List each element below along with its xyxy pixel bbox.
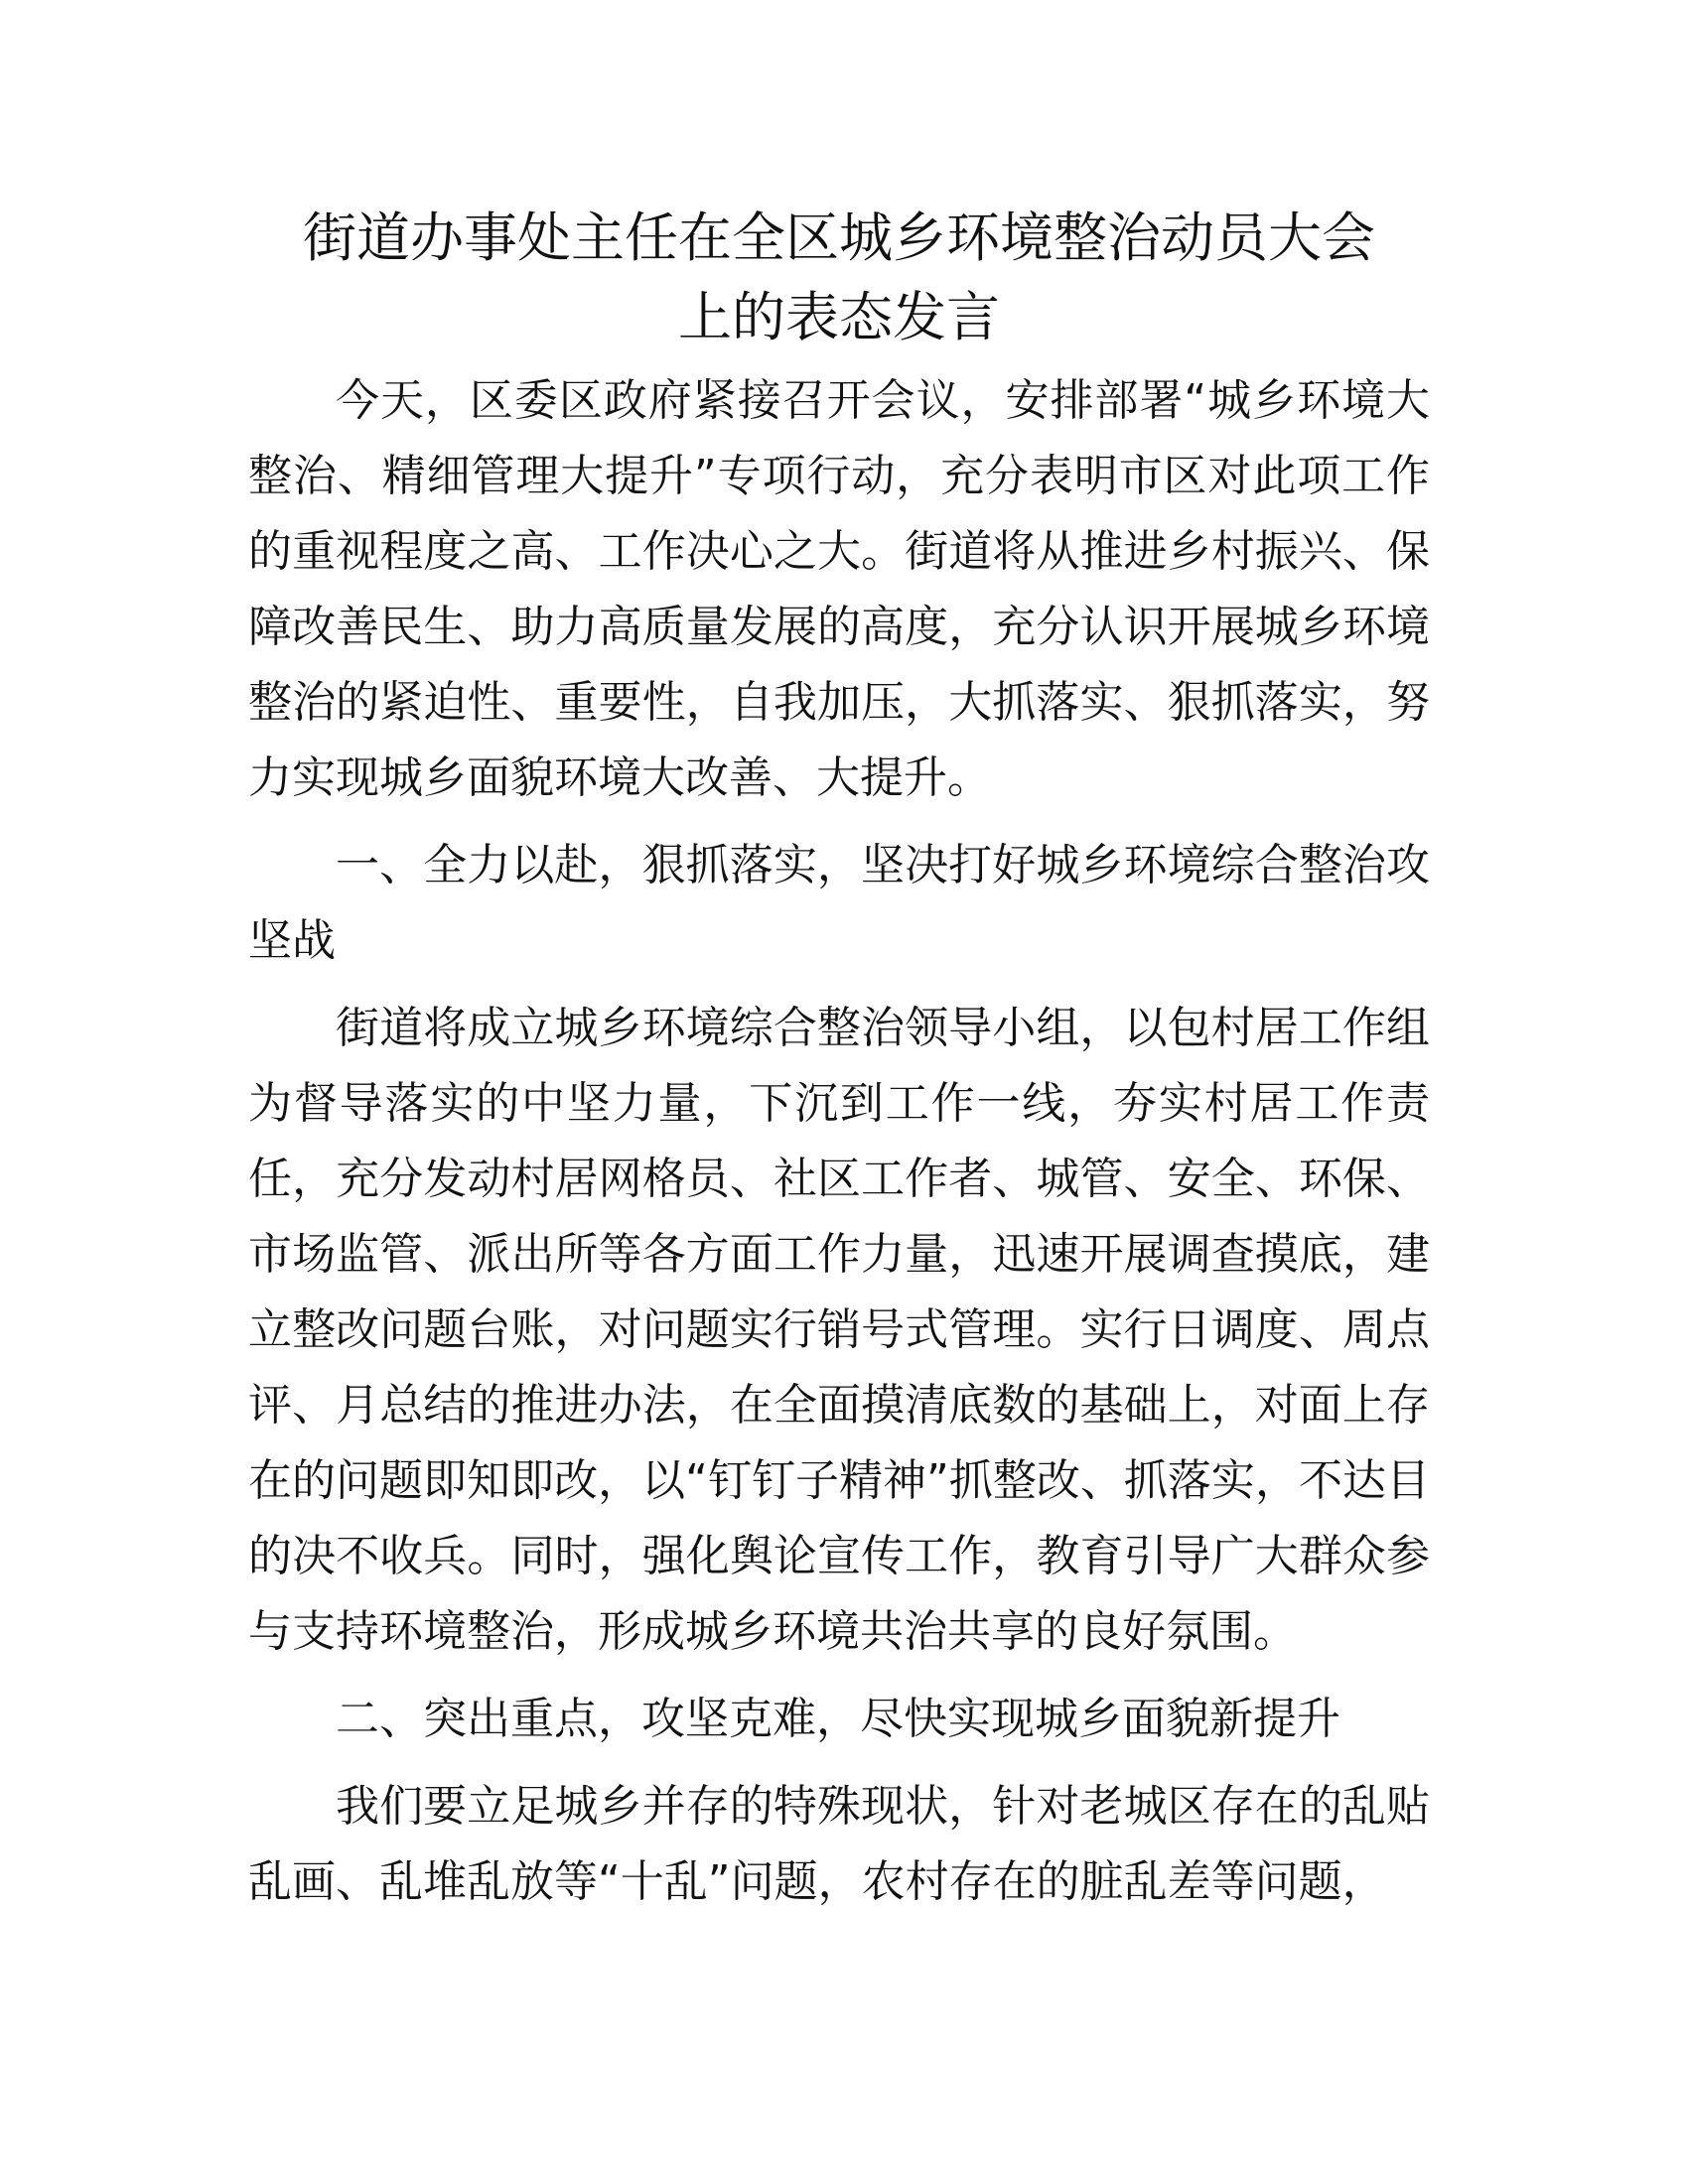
document-page [248, 199, 1430, 1920]
section-heading-2: 二、突出重点，攻坚克难，尽快实现城乡面貌新提升 [336, 1694, 1340, 1744]
section-heading-1: 一、全力以赴，狠抓落实，坚决打好城乡环境综合整治攻坚战 [248, 840, 1430, 966]
paragraph-section-1: 街道将成立城乡环境综合整治领导小组，以包村居工作组为督导落实的中坚力量，下沉到工作一线，夯实村居工作责任，充分发动村居网格员、社区工作者、城管、安全、环保、市场监管、派出所等各方面工作力量，迅速开展调查摸底，建立整改问题台账，对问题实行销号式管理。实行日调度、周点评、月总结的推进办法，在全面摸清底数的基础上，对面上存在的问题即知即改，以“钉钉子精神”抓整改、抓落实，不达目的决不收兵。同时，强化舆论宣传工作，教育引导广大群众参与支持环境整治，形成城乡环境共治共享的良好氛围。 [248, 1003, 1430, 1657]
title-line-2: 上的表态发言 [678, 286, 1000, 348]
paragraph-intro: 今天，区委区政府紧接召开会议，安排部署“城乡环境大整治、精细管理大提升”专项行动，充分表明市区对此项工作的重视程度之高、工作决心之大。街道将从推进乡村振兴、保障改善民生、助力高质量发展的高度，充分认识开展城乡环境整治的紧迫性、重要性，自我加压，大抓落实、狠抓落实，努力实现城乡面貌环境大改善、大提升。 [248, 375, 1430, 803]
title-line-1: 街道办事处主任在全区城乡环境整治动员大会 [303, 206, 1375, 269]
document-title [248, 199, 1430, 357]
paragraph-section-2: 我们要立足城乡并存的特殊现状，针对老城区存在的乱贴乱画、乱堆乱放等“十乱”问题，农村存在的脏乱差等问题， [248, 1781, 1430, 1907]
